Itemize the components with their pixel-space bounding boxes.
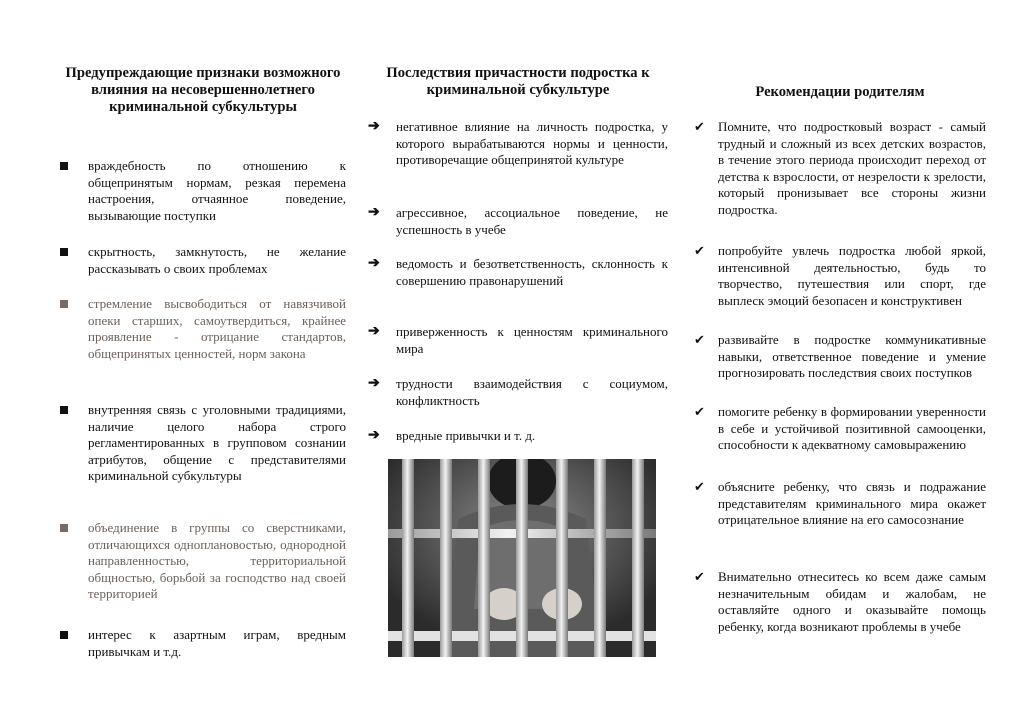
consequence-text: приверженность к ценностям криминального мира	[396, 324, 668, 356]
consequence-text: вредные привычки и т. д.	[396, 428, 536, 443]
checkmark-icon: ✔	[694, 404, 705, 419]
warning-sign-item	[60, 244, 346, 277]
consequence-item	[368, 119, 668, 169]
warning-sign-item	[60, 296, 346, 362]
warning-sign-text: скрытность, замкнутость, не желание рассказывать о своих проблемах	[88, 244, 346, 276]
consequences-heading: Последствия причастности подростка к криминальной субкультуре	[386, 65, 650, 98]
recommendation-item	[694, 479, 986, 529]
recommendation-item	[694, 119, 986, 218]
recommendations-heading: Рекомендации родителям	[755, 84, 925, 100]
warning-sign-text: объединение в группы со сверстниками, отличающихся одноплановостью, однородной направленностью, территориальной общностью, борьбой за господство над своей территорией	[88, 520, 346, 601]
column-consequences	[368, 0, 668, 723]
warning-sign-item	[60, 520, 346, 603]
arrow-right-icon: ➔	[368, 119, 380, 134]
warning-sign-text: враждебность по отношению к общепринятым нормам, резкая перемена настроения, отчаянное поведение, вызывающие поступки	[88, 158, 346, 223]
checkmark-icon: ✔	[694, 479, 705, 494]
checkmark-icon: ✔	[694, 332, 705, 347]
warning-sign-text: интерес к азартным играм, вредным привычкам и т.д.	[88, 627, 346, 659]
consequence-item	[368, 256, 668, 289]
prison-bars-photo	[388, 459, 656, 657]
square-bullet-icon	[60, 158, 68, 175]
recommendation-item	[694, 243, 986, 309]
square-bullet-icon	[60, 244, 68, 261]
recommendation-text: развивайте в подростке коммуникативные навыки, ответственное поведение и умение прогнозировать последствия своих поступков	[718, 332, 986, 380]
arrow-right-icon: ➔	[368, 324, 380, 339]
square-bullet-icon	[60, 627, 68, 644]
consequence-text: негативное влияние на личность подростка, у которого вырабатываются нормы и ценности, противоречащие общепринятой культуре	[396, 119, 668, 167]
warning-sign-text: внутренняя связь с уголовными традициями, наличие целого набора строго регламентированных в групповом сознании атрибутов, общение с представителями криминальной субкультуры	[88, 402, 346, 483]
consequence-item	[368, 428, 668, 445]
consequence-item	[368, 324, 668, 357]
recommendation-item	[694, 404, 986, 454]
warning-signs-heading: Предупреждающие признаки возможного влияния на несовершеннолетнего криминальной субкультуры	[65, 65, 341, 115]
recommendation-text: Помните, что подростковый возраст - самый трудный и сложный из всех детских возрастов, в течение этого периода происходит переход от детства к взрослости, от незрелости к зрелости, который пронизывает все стороны жизни подростка.	[718, 119, 986, 217]
column-warning-signs	[60, 0, 346, 723]
column-recommendations	[694, 0, 986, 723]
warning-sign-item	[60, 402, 346, 485]
square-bullet-icon	[60, 520, 68, 537]
recommendation-item	[694, 569, 986, 635]
consequence-item	[368, 376, 668, 409]
checkmark-icon: ✔	[694, 243, 705, 258]
recommendation-text: попробуйте увлечь подростка любой яркой, интенсивной деятельностью, будь то творчество, путешествия или спорт, где выплеск эмоций безопасен и конструктивен	[718, 243, 986, 308]
square-bullet-icon	[60, 402, 68, 419]
square-bullet-icon	[60, 296, 68, 313]
consequence-text: трудности взаимодействия с социумом, конфликтность	[396, 376, 668, 408]
warning-sign-text: стремление высвободиться от навязчивой опеки старших, самоутвердиться, крайнее проявление - отрицание стандартов, общепринятых ценностей, норм закона	[88, 296, 346, 361]
consequence-text: ведомость и безответственность, склонность к совершению правонарушений	[396, 256, 668, 288]
consequence-item	[368, 205, 668, 238]
arrow-right-icon: ➔	[368, 205, 380, 220]
checkmark-icon: ✔	[694, 569, 705, 584]
recommendation-item	[694, 332, 986, 382]
arrow-right-icon: ➔	[368, 256, 380, 271]
warning-sign-item	[60, 627, 346, 660]
consequence-text: агрессивное, ассоциальное поведение, не успешность в учебе	[396, 205, 668, 237]
recommendation-text: Внимательно отнеситесь ко всем даже самым незначительным обидам и жалобам, не оставляйте одного и оказывайте помощь ребенку, когда возникают проблемы в учебе	[718, 569, 986, 634]
recommendation-text: помогите ребенку в формировании уверенности в себе и устойчивой позитивной самооценки, способности к адекватному самовыражению	[718, 404, 986, 452]
checkmark-icon: ✔	[694, 119, 705, 134]
arrow-right-icon: ➔	[368, 428, 380, 443]
arrow-right-icon: ➔	[368, 376, 380, 391]
warning-sign-item	[60, 158, 346, 224]
recommendation-text: объясните ребенку, что связь и подражание представителям криминального мира окажет отрицательное влияние на его самосознание	[718, 479, 986, 527]
